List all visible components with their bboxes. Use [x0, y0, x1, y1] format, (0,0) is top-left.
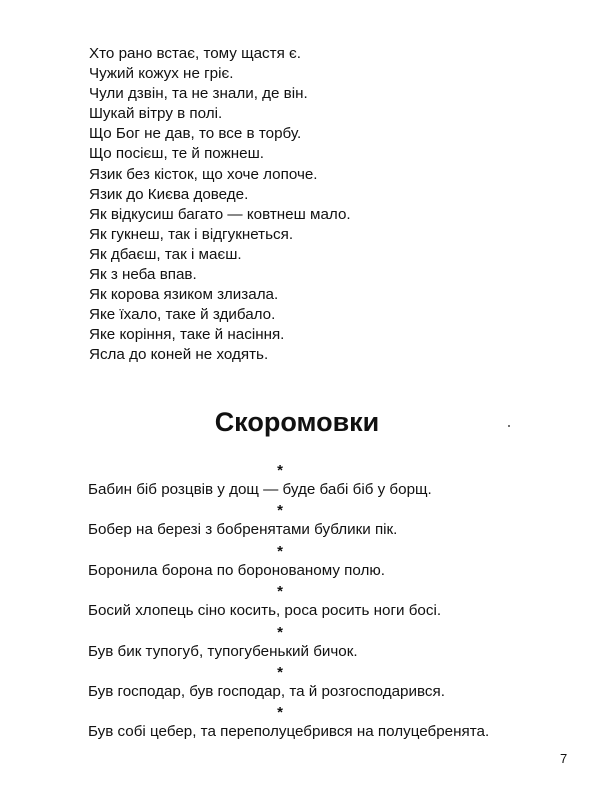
proverb-line: Шукай вітру в полі. — [89, 105, 223, 123]
page-number: 7 — [560, 751, 568, 766]
separator-asterisk: * — [277, 583, 283, 601]
proverb-line: Чули дзвін, та не знали, де він. — [89, 85, 308, 103]
separator-asterisk: * — [277, 663, 283, 681]
section-title: Скоромовки — [214, 407, 380, 437]
proverbs-list — [89, 44, 529, 366]
proverb-line: Ясла до коней не ходять. — [89, 346, 269, 364]
tongue-twister-text: Бобер на березі з бобренятами бублики пік. — [88, 521, 398, 539]
proverb-line: Як з неба впав. — [89, 266, 197, 284]
tongue-twister-text: Був господар, був господар, та й розгосподарився. — [88, 682, 445, 700]
tongue-twister-item — [88, 503, 558, 543]
separator-asterisk: * — [277, 502, 283, 520]
separator-asterisk: * — [277, 623, 283, 641]
tongue-twister-item — [88, 705, 558, 745]
tongue-twister-item — [88, 665, 558, 705]
tongue-twister-item — [88, 625, 558, 665]
separator-asterisk: * — [277, 542, 283, 560]
separator-asterisk: * — [277, 462, 283, 479]
proverb-line: Як відкусиш багато — ковтнеш мало. — [89, 205, 351, 223]
tongue-twister-text: Бабин біб розцвів у дощ — буде бабі біб у борщ. — [88, 481, 432, 498]
proverb-line: Яке їхало, таке й здибало. — [89, 306, 276, 324]
separator-asterisk: * — [277, 704, 283, 722]
tongue-twister-item — [88, 544, 558, 584]
tongue-twister-text: Був собі цебер, та переполуцебрився на полуцебренята. — [88, 723, 490, 741]
proverb-line: Як гукнеш, так і відгукнеться. — [89, 225, 294, 243]
tongue-twisters-list — [88, 463, 558, 746]
proverb-line: Хто рано встає, тому щастя є. — [89, 45, 302, 62]
tongue-twister-text: Босий хлопець сіно косить, роса росить ноги босі. — [88, 602, 442, 620]
proverb-line: Як корова язиком злизала. — [89, 286, 279, 304]
tongue-twister-item — [88, 584, 558, 624]
proverb-line: Язик без кісток, що хоче лопоче. — [89, 165, 318, 183]
proverb-line: Як дбаєш, так і маєш. — [89, 245, 242, 263]
tongue-twister-text: Боронила борона по боронованому полю. — [88, 561, 385, 579]
proverb-line: Язик до Києва доведе. — [89, 185, 249, 203]
proverb-line: Яке коріння, таке й насіння. — [89, 326, 285, 344]
scan-speck — [508, 425, 510, 427]
proverb-line: Що Бог не дав, то все в торбу. — [89, 125, 302, 143]
proverb-line: Чужий кожух не гріє. — [89, 65, 234, 83]
tongue-twister-text: Був бик тупогуб, тупогубенький бичок. — [88, 642, 358, 660]
proverb-line: Що посієш, те й пожнеш. — [89, 145, 264, 163]
tongue-twister-item — [88, 463, 558, 503]
